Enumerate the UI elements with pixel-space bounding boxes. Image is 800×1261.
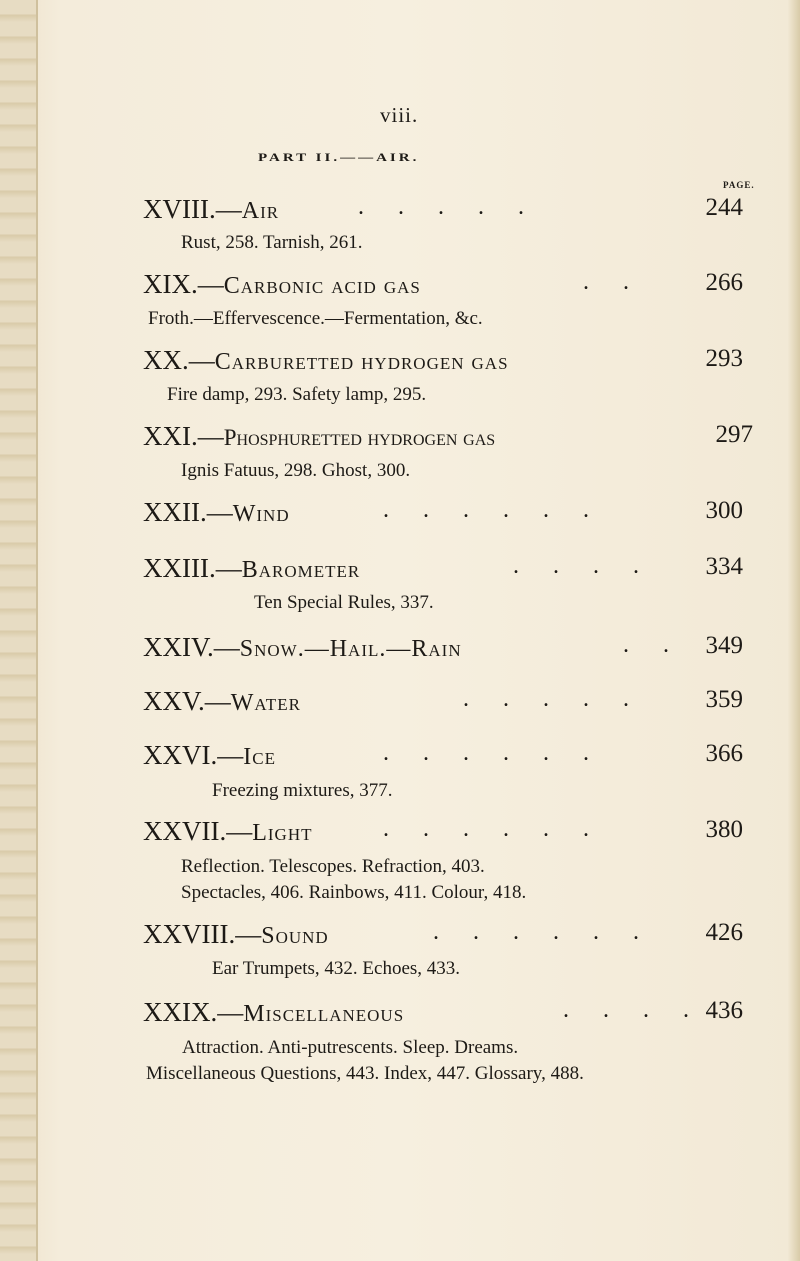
chapter-page: 334 (705, 553, 743, 580)
chapter-numeral: XVIII. (143, 194, 216, 224)
leader-dots: . . (623, 632, 683, 658)
leader-dots: . . . . . . (383, 497, 603, 523)
chapter-page: 366 (705, 740, 743, 767)
leader-dots: . . . . . . (433, 919, 653, 945)
chapter-numeral: XXIV. (143, 632, 214, 662)
chapter-title: Snow.—Hail.—Rain (239, 636, 462, 662)
part-title: PART II.——AIR. (258, 152, 420, 165)
chapter-title: Ice (243, 744, 276, 770)
spine-shadow (36, 0, 38, 1261)
leader-dots: . . . . . . (383, 740, 603, 766)
chapter-subtopics: Spectacles, 406. Rainbows, 411. Colour, 418. (181, 882, 527, 903)
chapter-subtopics: Ignis Fatuus, 298. Ghost, 300. (181, 460, 411, 481)
chapter-numeral: XX. (143, 345, 189, 375)
chapter-numeral: XXVII. (143, 816, 227, 846)
chapter-title: Phosphuretted hydrogen gas (223, 425, 496, 450)
leader-dots: . . . . (513, 553, 653, 579)
chapter-subtopics: Attraction. Anti-putrescents. Sleep. Dreams. (182, 1037, 519, 1058)
chapter-numeral: XIX. (143, 269, 198, 299)
chapter-numeral: XXVIII. (143, 919, 236, 949)
book-page: viii. PART II.——AIR. PAGE. XVIII.—Air . . . . . 244 Rust, 258. Tarnish, 261. XIX.—Carbonic acid gas . . 266 Froth.—Effervescence.—Fermentation, &c. XX.—Carburetted hydrogen gas 293 Fire damp, 293. Safety lamp, 295. XXI.—Phosphuretted hydrogen gas 297 Ignis Fatuus, 298. Ghost, 300. XXII.—Wind . . . . . . 300 XXIII.—Barometer . . . . 334 Ten Special Rules, 337. XXIV.—Snow.—Hail.—Rain . . 349 XXV.—Water . . . . . 359 XXVI.—Ice . . . . . . 366 Freezing mixtures, 377. XXVII.—Light . . . . . . 380 Reflection. Telescopes. Refraction, 403. Spectacles, 406. Rainbows, 411. Colour, 418. XXVIII.—Sound . . . . . . 426 Ear Trumpets, 432. Echoes, 433. XXIX.—Miscellaneous . . . . 436 Attraction. Anti-putrescents. Sleep. Dreams. Miscellaneous Questions, 443. Index, 447. Glossary, 488. (0, 0, 800, 1261)
chapter-title: Carbonic acid gas (223, 273, 421, 299)
leader-dots: . . . . . (463, 686, 643, 712)
chapter-page: 244 (705, 194, 743, 221)
chapter-page: 297 (715, 421, 753, 448)
chapter-title: Water (230, 690, 301, 716)
chapter-numeral: XXI. (143, 421, 198, 451)
chapter-title: Wind (232, 501, 290, 527)
chapter-page: 349 (705, 632, 743, 659)
chapter-page: 380 (705, 816, 743, 843)
chapter-title: Sound (261, 923, 329, 949)
chapter-subtopics: Freezing mixtures, 377. (212, 780, 393, 801)
chapter-title: Barometer (241, 557, 361, 583)
leader-dots: . . (583, 269, 643, 295)
chapter-subtopics: Miscellaneous Questions, 443. Index, 447. Glossary, 488. (146, 1063, 584, 1084)
chapter-numeral: XXIII. (143, 553, 216, 583)
chapter-subtopics: Fire damp, 293. Safety lamp, 295. (167, 384, 427, 405)
chapter-title: Miscellaneous (243, 1001, 405, 1027)
chapter-numeral: XXV. (143, 686, 205, 716)
chapter-numeral: XXVI. (143, 740, 218, 770)
book-spine (0, 0, 37, 1261)
chapter-numeral: XXII. (143, 497, 207, 527)
chapter-page: 293 (705, 345, 743, 372)
chapter-subtopics: Ten Special Rules, 337. (254, 592, 434, 613)
page-number: viii. (380, 103, 419, 127)
chapter-subtopics: Reflection. Telescopes. Refraction, 403. (181, 856, 485, 877)
chapter-title: Carburetted hydrogen gas (214, 349, 509, 375)
chapter-subtopics: Ear Trumpets, 432. Echoes, 433. (212, 958, 461, 979)
chapter-subtopics: Froth.—Effervescence.—Fermentation, &c. (148, 308, 483, 329)
chapter-title: Light (252, 820, 313, 846)
chapter-numeral: XXIX. (143, 997, 218, 1027)
page-column-header: PAGE. (723, 180, 755, 190)
chapter-page: 359 (705, 686, 743, 713)
chapter-page: 266 (705, 269, 743, 296)
chapter-title: Air (241, 198, 280, 224)
chapter-page: 436 (705, 997, 743, 1024)
page-edge (788, 0, 800, 1261)
leader-dots: . . . . (563, 997, 703, 1023)
chapter-page: 426 (705, 919, 743, 946)
leader-dots: . . . . . (358, 194, 538, 220)
leader-dots: . . . . . . (383, 816, 603, 842)
chapter-subtopics: Rust, 258. Tarnish, 261. (181, 232, 363, 253)
chapter-page: 300 (705, 497, 743, 524)
